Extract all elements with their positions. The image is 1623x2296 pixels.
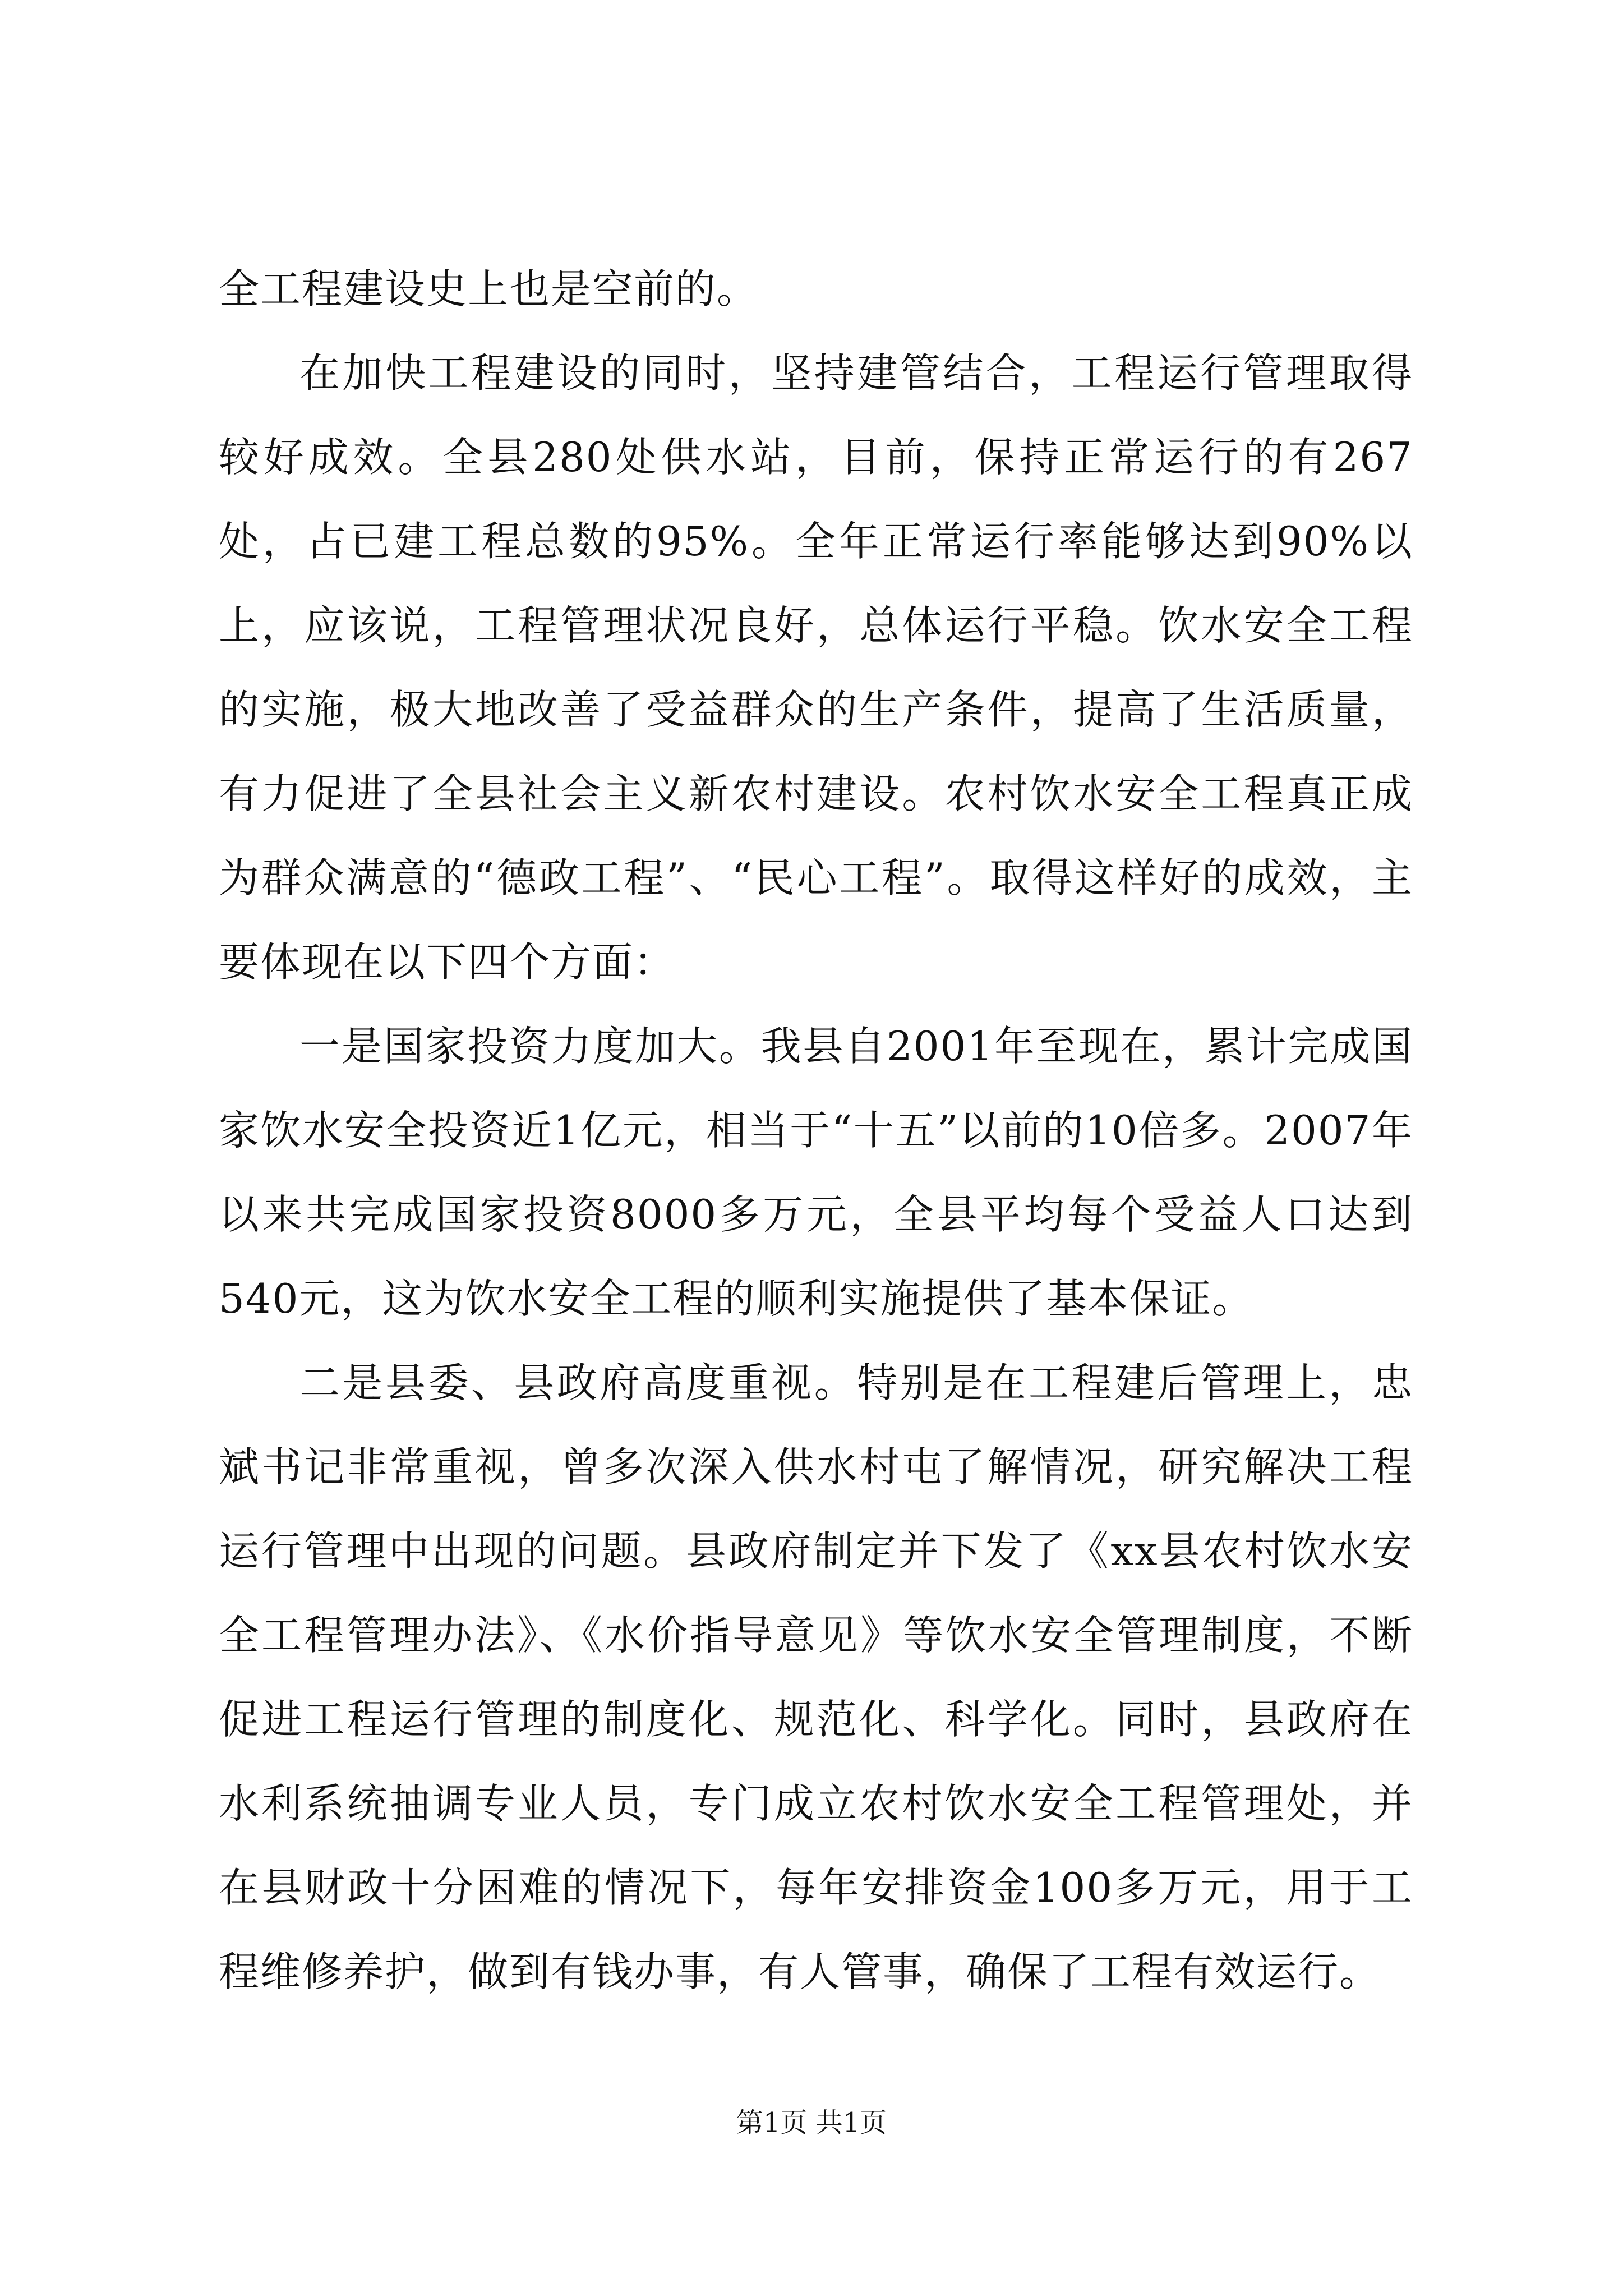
- paragraph-investment: 一是国家投资力度加大。我县自2001年至现在，累计完成国家饮水安全投资近1亿元，相当于“十五”以前的10倍多。2007年以来共完成国家投资8000多万元，全县平均每个受益人口达到540元，这为饮水安全工程的顺利实施提供了基本保证。: [219, 1023, 1413, 1322]
- paragraph-government-attention: 二是县委、县政府高度重视。特别是在工程建后管理上，忠斌书记非常重视，曾多次深入供水村屯了解情况，研究解决工程运行管理中出现的问题。县政府制定并下发了《xx县农村饮水安全工程管理办法》、《水价指导意见》等饮水安全管理制度，不断促进工程运行管理的制度化、规范化、科学化。同时，县政府在水利系统抽调专业人员，专门成立农村饮水安全工程管理处，并在县财政十分困难的情况下，每年安排资金100多万元，用于工程维修养护，做到有钱办事，有人管事，确保了工程有效运行。: [219, 1359, 1413, 1995]
- paragraph-operation-results: 在加快工程建设的同时，坚持建管结合，工程运行管理取得较好成效。全县280处供水站，目前，保持正常运行的有267处，占已建工程总数的95%。全年正常运行率能够达到90%以上，应该说，工程管理状况良好，总体运行平稳。饮水安全工程的实施，极大地改善了受益群众的生产条件，提高了生活质量，有力促进了全县社会主义新农村建设。农村饮水安全工程真正成为群众满意的“德政工程”、“民心工程”。取得这样好的成效，主要体现在以下四个方面：: [219, 349, 1413, 986]
- paragraph-continuation: 全工程建设史上也是空前的。: [219, 265, 759, 312]
- document-body: [219, 247, 1413, 2014]
- page-footer: 第1页 共1页: [736, 2107, 887, 2138]
